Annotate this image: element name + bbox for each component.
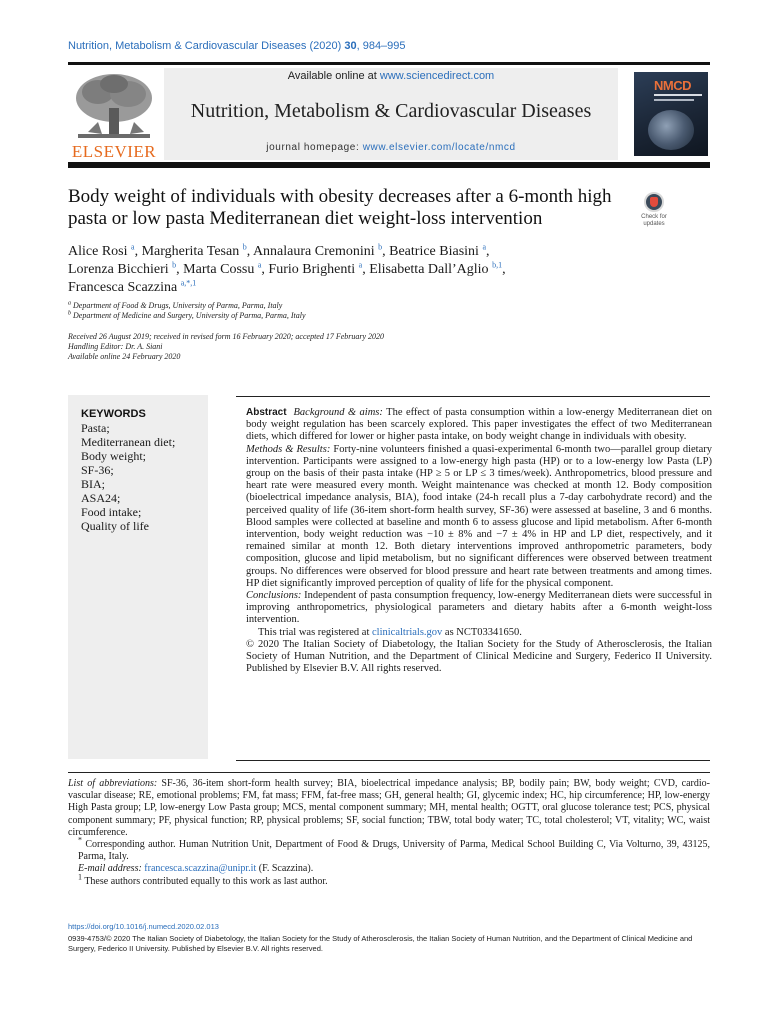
affiliations [68, 301, 688, 321]
author-affiliation-mark[interactable]: b [378, 242, 383, 252]
journal-cover-image [634, 72, 708, 156]
keyword-item: SF-36; [81, 463, 114, 477]
author-affiliation-mark[interactable]: a [257, 260, 262, 270]
footnote-rule [68, 772, 710, 773]
author-separator: , [246, 244, 253, 259]
author-name[interactable]: Annalaura Cremonini [252, 244, 375, 259]
banner-top-rule [68, 62, 710, 65]
author-name[interactable]: Margherita Tesan [141, 244, 240, 259]
citation-pages: , 984–995 [356, 40, 406, 52]
affiliation-a-text: Department of Food & Drugs, University of Parma, Parma, Italy [73, 301, 283, 310]
abbreviations-label: List of abbreviations: [68, 778, 158, 789]
abstract-label: Abstract [246, 407, 287, 418]
author-name[interactable]: Alice Rosi [68, 244, 128, 259]
equal-contribution-note [68, 872, 710, 888]
keyword-item: Pasta; [81, 421, 110, 435]
conclusions-text: Independent of pasta consumption frequency, low-energy Mediterranean diets were successful in improving anthropometrics, physiological parameters and dietary habits after a 6-month weight-loss intervention. [246, 590, 712, 626]
citation-journal: Nutrition, Metabolism & Cardiovascular Diseases (2020) [68, 40, 342, 52]
abstract-methods [246, 444, 712, 590]
abbreviations [68, 778, 710, 839]
handling-editor: Handling Editor: Dr. A. Siani [68, 342, 163, 351]
article-title: Body weight of individuals with obesity decreases after a 6-month high pasta or low pasta Mediterranean diet weight-loss intervention [68, 186, 612, 229]
keyword-item: BIA; [81, 477, 105, 491]
author-affiliation-mark[interactable]: b,1 [492, 260, 503, 270]
sciencedirect-link[interactable]: www.sciencedirect.com [379, 70, 495, 82]
author-name[interactable]: Marta Cossu [183, 262, 255, 277]
author-separator: , [261, 262, 269, 277]
email-suffix: (F. Scazzina). [256, 863, 314, 875]
author-separator: , [502, 262, 506, 277]
journal-banner [164, 68, 618, 160]
keyword-item: Mediterranean diet; [81, 435, 176, 449]
author-name[interactable]: Beatrice Biasini [389, 244, 479, 259]
journal-homepage [164, 142, 618, 153]
author-name[interactable]: Lorenza Bicchieri [68, 262, 169, 277]
conclusions-label: Conclusions: [246, 590, 302, 602]
corresponding-author-note [68, 835, 710, 863]
equal-text: These authors contributed equally to this work as last author. [82, 875, 328, 887]
keyword-item: ASA24; [81, 491, 121, 505]
trial-registration [246, 627, 712, 639]
author-separator: , [362, 262, 370, 277]
doi-link[interactable]: https://doi.org/10.1016/j.numecd.2020.02.013 [68, 922, 219, 931]
banner-bottom-rule [68, 162, 710, 168]
affiliation-a: $^a$ Department of Food & Drugs, University of Parma, Parma, Italy [68, 300, 283, 310]
affiliation-b-text: Department of Medicine and Surgery, University of Parma, Parma, Italy [73, 311, 306, 320]
cover-subtitle-line [654, 99, 694, 101]
cover-graphic [648, 110, 694, 150]
author-name[interactable]: Francesca Scazzina [68, 280, 178, 295]
author-affiliation-mark[interactable]: b [172, 260, 177, 270]
available-online [164, 70, 618, 82]
abstract-copyright: © 2020 The Italian Society of Diabetology, the Italian Society for the Study of Atherosclerosis, the Italian Society of Human Nutrition, and the Department of Clinical Medicine and Surgery, Federico II University. Published by Elsevier B.V. All rights reserved. [246, 638, 712, 675]
author-list [68, 243, 688, 297]
author-separator: , [382, 244, 390, 259]
abstract [246, 407, 712, 675]
available-online-date: Available online 24 February 2020 [68, 352, 181, 361]
abbreviations-text: SF-36, 36-item short-form health survey; BIA, bioelectrical impedance analysis; BP, bodily pain; BW, body weight; CVD, cardio-vascular disease; RE, emotional problems; FM, fat mass; FFM, fat-free mass; GH, general health; GI, glycemic index; HC, hip circumference; HP, low-energy High Pasta group; LP, low-energy Low Pasta group; MCS, mental component summary; MH, mental health; OGTT, oral glucose tolerance test; PCS, physical component summary; PF, physical function; RP, physical problems; SF, social function; TBW, total body water; TC, total cholesterol; VT, vitality; WC, waist circumference. [68, 778, 710, 838]
footnotes [68, 778, 710, 888]
author-name[interactable]: Elisabetta Dall’Aglio [369, 262, 489, 277]
article-dates [68, 332, 688, 362]
received-dates: Received 26 August 2019; received in revised form 16 February 2020; accepted 17 February 2020 [68, 332, 385, 341]
keywords-heading: KEYWORDS [81, 408, 146, 420]
clinicaltrials-link[interactable]: clinicaltrials.gov [372, 626, 443, 638]
check-updates-icon [644, 192, 664, 212]
author-separator: , [486, 244, 490, 259]
journal-citation[interactable] [68, 40, 406, 52]
affiliation-b: $^b$ Department of Medicine and Surgery, University of Parma, Parma, Italy [68, 310, 306, 320]
issn-copyright: 0939-4753/© 2020 The Italian Society of Diabetology, the Italian Society for the Study of Atherosclerosis, the Italian Society of Human Nutrition, and the Department of Clinical Medicine and Surgery, Federico II University. Published by Elsevier B.V. All rights reserved. [68, 934, 693, 953]
homepage-prefix: journal homepage: [266, 142, 363, 153]
keywords-list [81, 421, 208, 533]
author-name[interactable]: Furio Brighenti [268, 262, 356, 277]
author-affiliation-mark[interactable]: a [131, 242, 135, 252]
author-affiliation-mark[interactable]: a [358, 260, 363, 270]
methods-label: Methods & Results: [246, 443, 331, 455]
abstract-top-rule [236, 396, 710, 397]
author-separator: , [176, 262, 184, 277]
email-link[interactable]: francesca.scazzina@unipr.it [144, 863, 257, 875]
keyword-item: Body weight; [81, 449, 146, 463]
corresponding-text: Corresponding author. Human Nutrition Unit, Department of Food & Drugs, University of Parma, Medical School Building C, Via Volturno, 39, 43125, Parma, Italy. [78, 839, 710, 863]
keyword-item: Food intake; [81, 505, 142, 519]
abstract-bottom-rule [236, 760, 710, 761]
homepage-link[interactable]: www.elsevier.com/locate/nmcd [362, 142, 516, 153]
keyword-item: Quality of life [81, 519, 149, 533]
journal-title: Nutrition, Metabolism & Cardiovascular Diseases [190, 100, 592, 122]
aims-label: Background & aims: [293, 407, 383, 418]
methods-text: Forty-nine volunteers finished a quasi-experimental 6-month two—parallel group dietary intervention. Participants were assigned to a low-energy high pasta (HP) or to a low-energy low Pasta (LP) group on the basis of their pasta intake (HP ≥ 5 or LP ≤ 3 times/week). Anthropometrics, blood pressure and heart rate were measured every month. Weight maintenance was checked at month 12. Body composition (bioelectrical impedance analysis, BIA), food intake (24-h recall plus a 7-day carbohydrate record) and the perceived quality of life (36-item short-form health survey, SF-36) were assessed at baseline, 3 and 6 months. Blood samples were collected at baseline and month 6 to assess glucose and lipid metabolism. After 6-month intervention, body weight reduction was −10 ± 8% and −7 ± 4% in HP and LP diet, respectively, and it remained similar at month 12. Both dietary interventions improved anthropometric parameters, body composition, glucose and lipid metabolism, but no significant differences were observed between treatment groups. No differences were observed for blood pressure and heart rate between treatments and among times. HP diet significantly improved perception of quality of life for the physical component. [246, 443, 712, 589]
cover-subtitle-line [654, 94, 702, 96]
check-updates-label: Check for updates [641, 214, 667, 227]
available-prefix: Available online at [287, 70, 380, 82]
citation-volume: 30 [344, 40, 357, 52]
author-affiliation-mark[interactable]: b [242, 242, 247, 252]
email-label: E-mail address: [78, 863, 145, 875]
author-affiliation-mark[interactable]: a [482, 242, 486, 252]
trial-suffix: as NCT03341650. [442, 626, 522, 638]
abstract-aims [246, 407, 712, 444]
abstract-conclusions [246, 590, 712, 627]
author-affiliation-mark[interactable]: a,*,1 [180, 278, 197, 288]
equal-mark: 1 [78, 872, 82, 882]
email-note [68, 863, 710, 875]
corresponding-mark: * [78, 835, 82, 845]
trial-prefix: This trial was registered at [258, 626, 373, 638]
cover-title: NMCD [654, 78, 691, 93]
keywords-box [68, 395, 208, 759]
author-separator: , [134, 244, 142, 259]
aims-text: The effect of pasta consumption within a low-energy Mediterranean diet on body weight regulation has been scarcely explored. This paper investigates the effect of two Mediterranean diets, which differed for lower or higher pasta intake, on body weight change in individuals with obesity. [246, 407, 712, 443]
check-for-updates-button[interactable] [632, 192, 676, 230]
elsevier-wordmark: ELSEVIER [71, 142, 157, 161]
